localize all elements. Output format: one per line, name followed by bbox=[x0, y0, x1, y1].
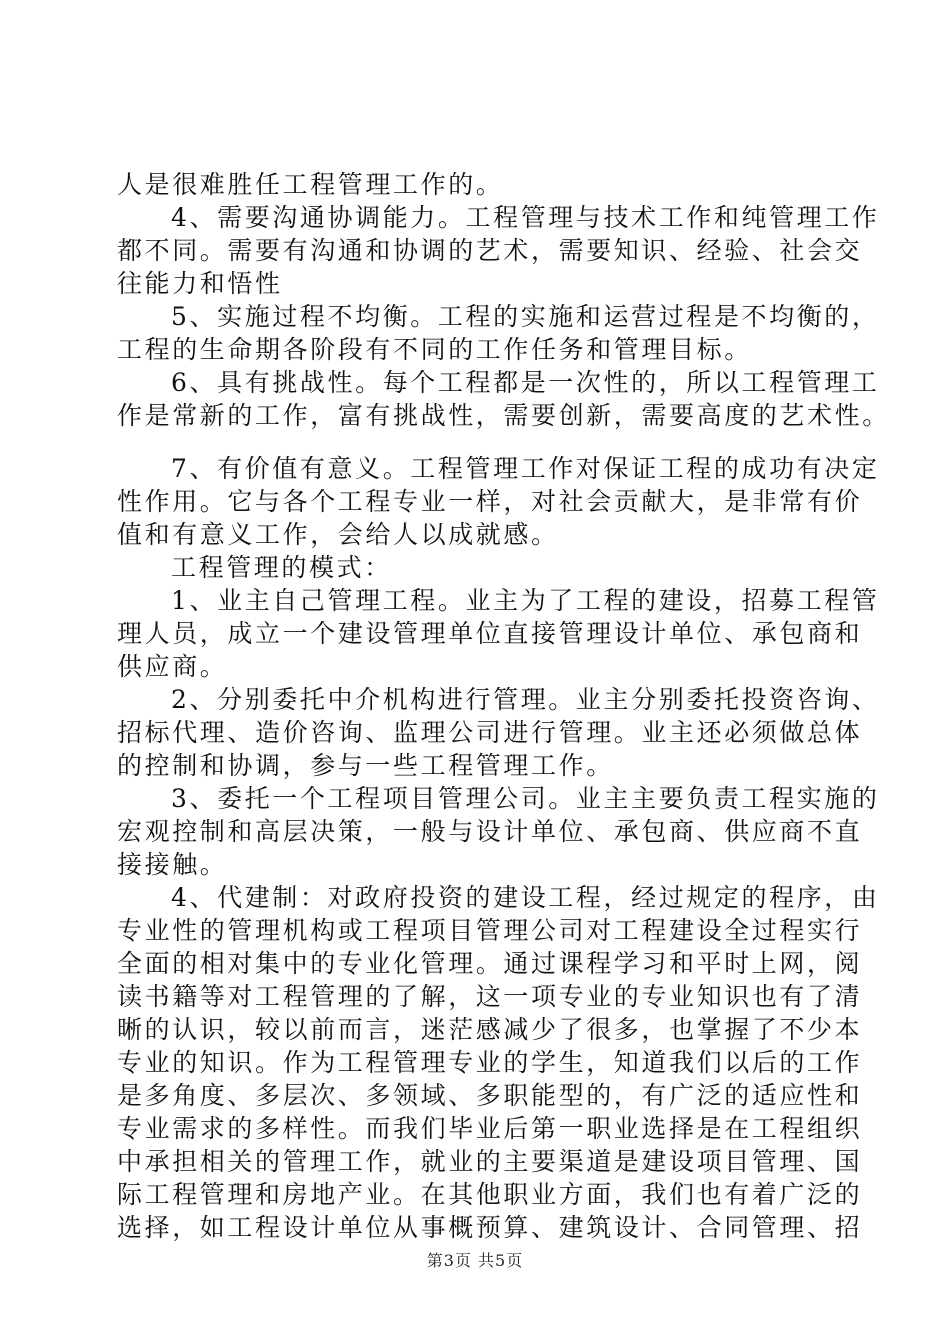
text-line: 专业性的管理机构或工程项目管理公司对工程建设全过程实行 bbox=[117, 916, 863, 945]
text-line: 晰的认识，较以前而言，迷茫感减少了很多，也掌握了不少本 bbox=[117, 1015, 863, 1044]
text-line: 4、代建制：对政府投资的建设工程，经过规定的程序，由 bbox=[171, 883, 880, 912]
text-line: 专业的知识。作为工程管理专业的学生，知道我们以后的工作 bbox=[117, 1048, 863, 1077]
text-line: 全面的相对集中的专业化管理。通过课程学习和平时上网，阅 bbox=[117, 949, 863, 978]
text-line: 1、业主自己管理工程。业主为了工程的建设，招募工程管 bbox=[171, 586, 880, 615]
text-line: 4、需要沟通协调能力。工程管理与技术工作和纯管理工作 bbox=[171, 203, 880, 232]
page-number-label: 第3页 共5页 bbox=[426, 1251, 524, 1270]
text-line: 2、分别委托中介机构进行管理。业主分别委托投资咨询、 bbox=[171, 685, 880, 714]
text-line: 选择，如工程设计单位从事概预算、建筑设计、合同管理、招 bbox=[117, 1213, 863, 1242]
text-line: 招标代理、造价咨询、监理公司进行管理。业主还必须做总体 bbox=[117, 718, 863, 747]
page-footer bbox=[0, 1248, 950, 1271]
text-line: 理人员，成立一个建设管理单位直接管理设计单位、承包商和 bbox=[117, 619, 863, 648]
paragraph-gap bbox=[117, 432, 833, 452]
text-line: 供应商。 bbox=[117, 652, 228, 681]
text-line: 作是常新的工作，富有挑战性，需要创新，需要高度的艺术性。 bbox=[117, 401, 890, 430]
text-line: 的控制和协调，参与一些工程管理工作。 bbox=[117, 751, 614, 780]
text-line: 是多角度、多层次、多领域、多职能型的，有广泛的适应性和 bbox=[117, 1081, 863, 1110]
text-line: 际工程管理和房地产业。在其他职业方面，我们也有着广泛的 bbox=[117, 1180, 863, 1209]
text-line: 5、实施过程不均衡。工程的实施和运营过程是不均衡的， bbox=[171, 302, 880, 331]
text-line: 接接触。 bbox=[117, 850, 228, 879]
text-line: 读书籍等对工程管理的了解，这一项专业的专业知识也有了清 bbox=[117, 982, 863, 1011]
text-line: 人是很难胜任工程管理工作的。 bbox=[117, 170, 504, 199]
text-line: 7、有价值有意义。工程管理工作对保证工程的成功有决定 bbox=[171, 454, 880, 483]
text-line: 工程的生命期各阶段有不同的工作任务和管理目标。 bbox=[117, 335, 752, 364]
document-body bbox=[117, 168, 890, 1244]
section-heading: 工程管理的模式： bbox=[171, 553, 392, 582]
text-line: 宏观控制和高层决策，一般与设计单位、承包商、供应商不直 bbox=[117, 817, 863, 846]
text-line: 值和有意义工作，会给人以成就感。 bbox=[117, 520, 559, 549]
text-line: 往能力和悟性 bbox=[117, 269, 283, 298]
text-line: 都不同。需要有沟通和协调的艺术，需要知识、经验、社会交 bbox=[117, 236, 863, 265]
text-line: 中承担相关的管理工作，就业的主要渠道是建设项目管理、国 bbox=[117, 1147, 863, 1176]
text-line: 专业需求的多样性。而我们毕业后第一职业选择是在工程组织 bbox=[117, 1114, 863, 1143]
text-line: 性作用。它与各个工程专业一样，对社会贡献大，是非常有价 bbox=[117, 487, 863, 516]
text-line: 3、委托一个工程项目管理公司。业主主要负责工程实施的 bbox=[171, 784, 880, 813]
text-line: 6、具有挑战性。每个工程都是一次性的，所以工程管理工 bbox=[171, 368, 880, 397]
